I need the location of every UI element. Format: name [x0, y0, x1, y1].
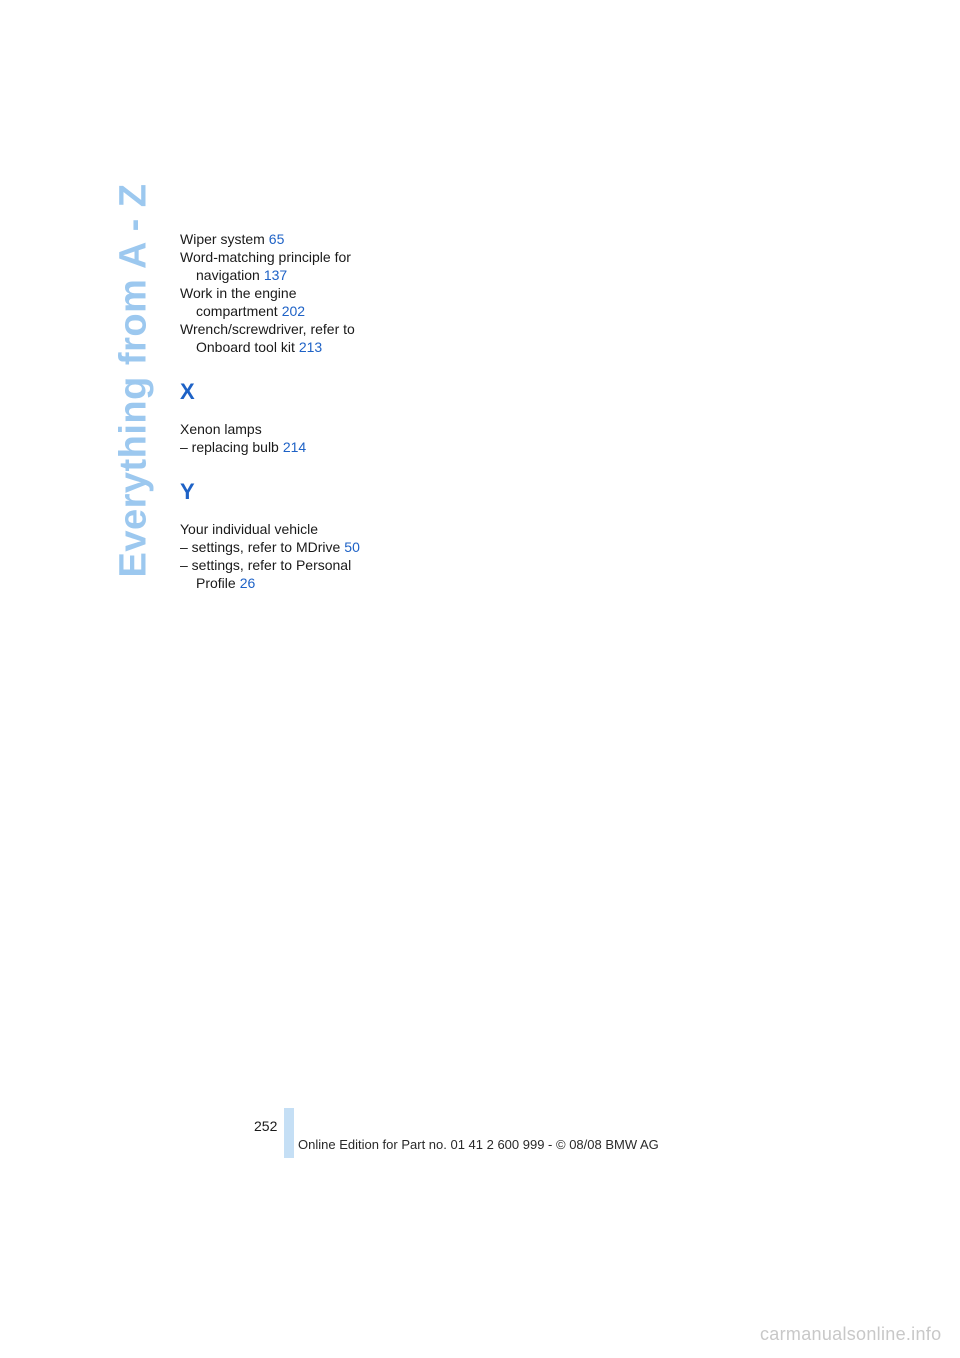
page-number: 252 — [254, 1118, 278, 1134]
index-subentry — [180, 438, 380, 456]
section-side-title — [112, 182, 156, 578]
page-link[interactable]: 50 — [344, 539, 360, 555]
page-link[interactable]: 26 — [239, 575, 256, 591]
entry-text: Wrench/screwdriver, refer to Onboard tool kit — [180, 321, 355, 355]
index-entry: Your individual vehicle — [180, 521, 319, 537]
section-letter-x: X — [180, 379, 195, 404]
index-entry: Xenon lamps — [180, 421, 262, 437]
section-letter-y: Y — [180, 479, 195, 504]
watermark: carmanualsonline.info — [760, 1324, 942, 1344]
entry-text: – settings, refer to MDrive — [180, 539, 341, 555]
index-entry — [180, 230, 380, 248]
entry-text: Work in the engine compartment — [180, 285, 297, 319]
index-entry — [180, 248, 380, 284]
entry-text: Wiper system — [180, 231, 265, 247]
index-entry — [180, 284, 380, 320]
index-entry — [180, 320, 380, 356]
page-link[interactable]: 137 — [263, 267, 288, 283]
index-subentry — [180, 556, 380, 592]
entry-text: Word-matching principle for navigation — [180, 249, 351, 283]
entry-text: – replacing bulb — [180, 439, 279, 455]
page-link[interactable]: 202 — [281, 303, 306, 319]
entry-text: – settings, refer to Personal Profile — [180, 557, 352, 591]
index-list — [180, 230, 380, 592]
page-link[interactable]: 214 — [282, 439, 307, 455]
page-link[interactable]: 65 — [268, 231, 285, 247]
edition-notice: Online Edition for Part no. 01 41 2 600 999 - © 08/08 BMW AG — [298, 1137, 659, 1152]
index-subentry — [180, 538, 380, 556]
footer-accent-bar — [284, 1108, 294, 1158]
page-link[interactable]: 213 — [298, 339, 323, 355]
side-title-text: Everything from A - Z — [112, 182, 155, 578]
